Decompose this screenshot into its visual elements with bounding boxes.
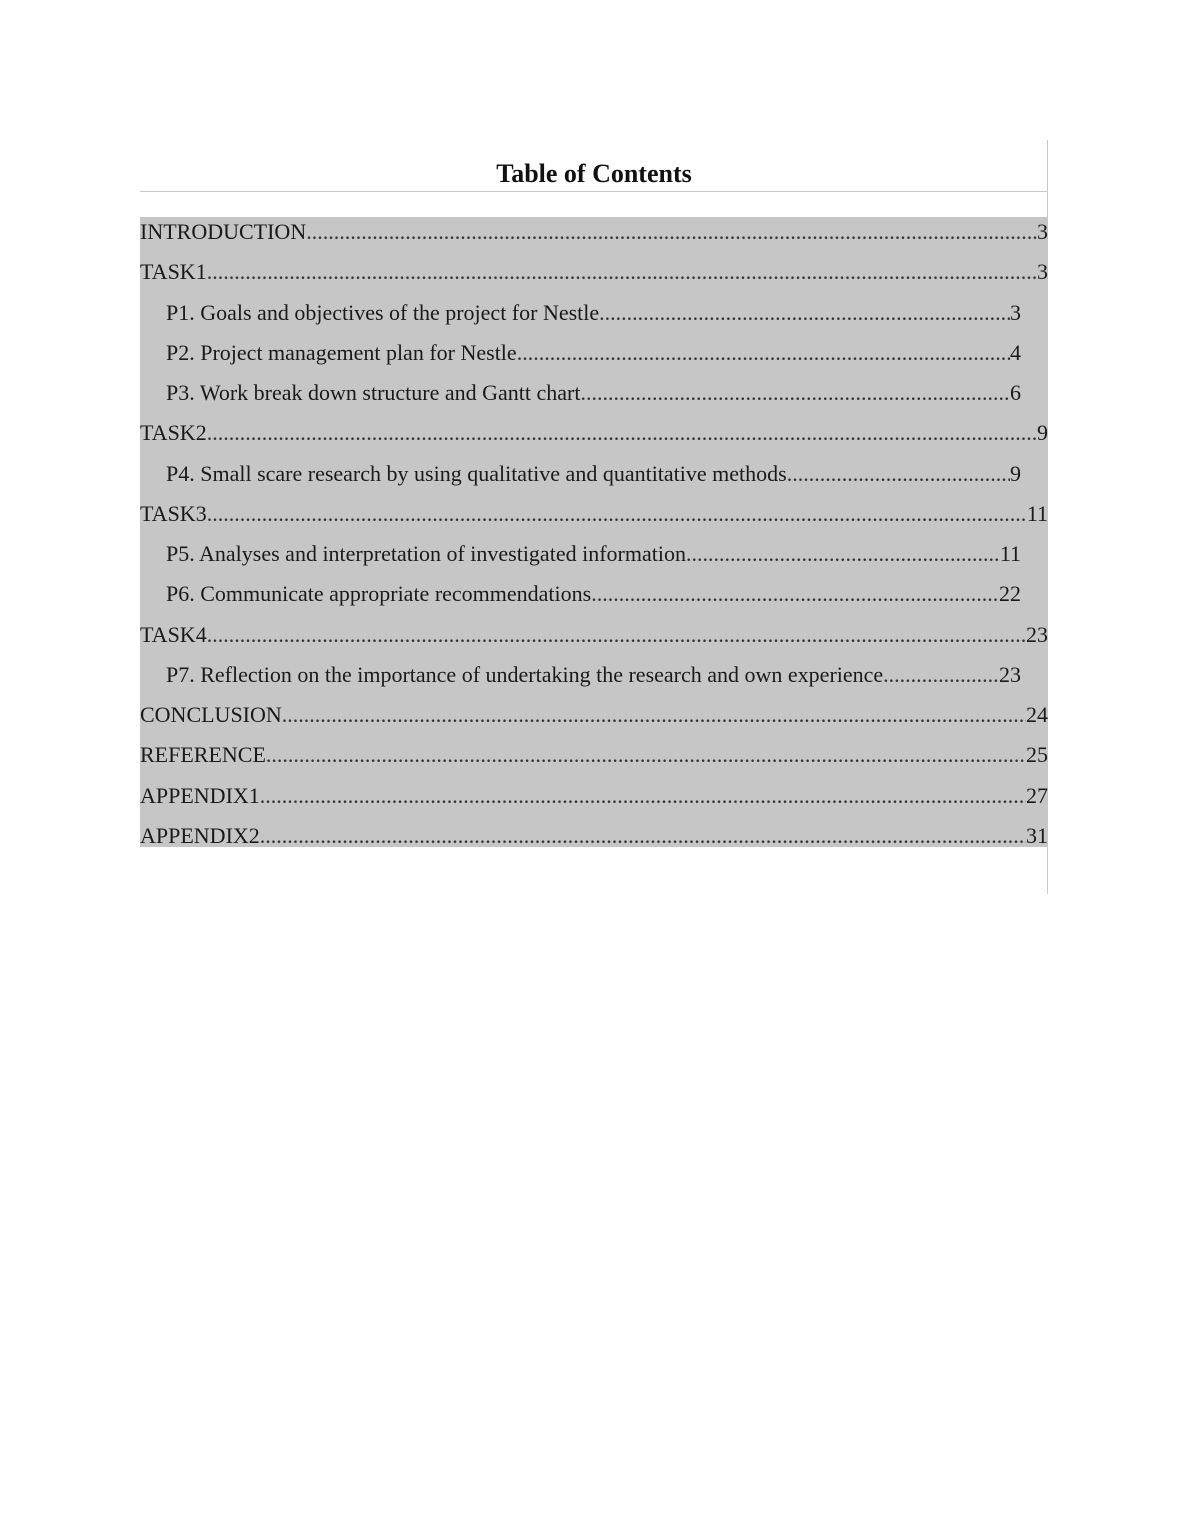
toc-page-number: 22 — [999, 581, 1021, 607]
toc-dot-leader — [282, 700, 1026, 729]
toc-entry[interactable] — [166, 298, 1021, 338]
toc-page-number: 6 — [1010, 380, 1021, 405]
toc-dot-leader — [207, 499, 1027, 528]
toc-entry[interactable] — [140, 781, 1048, 821]
toc-entry-label: CONCLUSION — [140, 702, 282, 727]
toc-entry[interactable] — [140, 499, 1048, 539]
toc-entry[interactable] — [140, 257, 1048, 297]
toc-entry[interactable] — [140, 821, 1048, 861]
toc-dot-leader — [266, 740, 1026, 769]
table-of-contents — [140, 140, 1048, 894]
toc-entry[interactable] — [140, 620, 1048, 660]
toc-entry-label: APPENDIX2 — [140, 822, 260, 848]
toc-entry-label: P3. Work break down structure and Gantt chart — [166, 380, 581, 405]
toc-entry[interactable] — [140, 418, 1048, 458]
toc-entry[interactable] — [166, 459, 1021, 499]
toc-entry[interactable] — [166, 660, 1021, 700]
toc-page-number: 27 — [1026, 782, 1048, 808]
toc-entry-label: P2. Project management plan for Nestle — [166, 339, 517, 365]
toc-entry-label: TASK1 — [140, 259, 207, 285]
toc-page-number: 23 — [999, 661, 1021, 687]
toc-page-number: 3 — [1037, 219, 1048, 244]
title-divider — [140, 191, 1048, 192]
toc-dot-leader — [207, 418, 1037, 447]
toc-entry-label: TASK3 — [140, 500, 207, 526]
toc-page-number: 23 — [1026, 621, 1048, 647]
toc-page-number: 31 — [1026, 822, 1048, 848]
toc-dot-leader — [787, 459, 1010, 488]
toc-page-number: 25 — [1026, 742, 1048, 768]
toc-entry-label: P6. Communicate appropriate recommendations — [166, 581, 592, 607]
toc-dot-leader — [591, 579, 999, 608]
toc-entry[interactable] — [166, 539, 1021, 579]
toc-entry-label: TASK4 — [140, 621, 207, 647]
toc-entry-label: P1. Goals and objectives of the project for Nestle — [166, 299, 600, 325]
toc-entry-label: INTRODUCTION — [140, 219, 307, 244]
toc-page-number: 9 — [1037, 420, 1048, 446]
toc-entry[interactable] — [140, 217, 1048, 257]
toc-dot-leader — [599, 298, 1010, 327]
toc-entry[interactable] — [140, 740, 1048, 780]
toc-page-number: 3 — [1010, 299, 1021, 325]
toc-dot-leader — [517, 338, 1010, 367]
toc-entry[interactable] — [166, 338, 1021, 378]
toc-entry[interactable] — [166, 378, 1021, 418]
toc-entry-label: REFERENCE — [140, 742, 266, 768]
toc-dot-leader — [260, 781, 1026, 810]
toc-page-number: 11 — [999, 541, 1021, 566]
toc-entry[interactable] — [140, 700, 1048, 740]
toc-entry[interactable] — [166, 579, 1021, 619]
toc-dot-leader — [686, 539, 1000, 568]
toc-page-number: 4 — [1010, 339, 1021, 365]
toc-dot-leader — [260, 821, 1026, 850]
toc-entry-label: APPENDIX1 — [140, 782, 260, 808]
toc-entry-label: P4. Small scare research by using qualitative and quantitative methods — [166, 460, 787, 486]
toc-entry-label: P7. Reflection on the importance of undertaking the research and own experience — [166, 661, 884, 687]
toc-dot-leader — [207, 257, 1037, 286]
toc-dot-leader — [581, 378, 1011, 407]
toc-entry-label: TASK2 — [140, 420, 207, 446]
toc-page-number: 24 — [1026, 702, 1048, 727]
toc-page-number: 9 — [1010, 460, 1021, 486]
toc-dot-leader — [306, 217, 1037, 246]
toc-page-number: 11 — [1026, 500, 1048, 526]
toc-dot-leader — [207, 620, 1026, 649]
toc-title: Table of Contents — [496, 159, 692, 188]
toc-entry-label: P5. Analyses and interpretation of investigated information — [166, 541, 686, 566]
toc-dot-leader — [883, 660, 999, 689]
toc-page-number: 3 — [1037, 259, 1048, 285]
